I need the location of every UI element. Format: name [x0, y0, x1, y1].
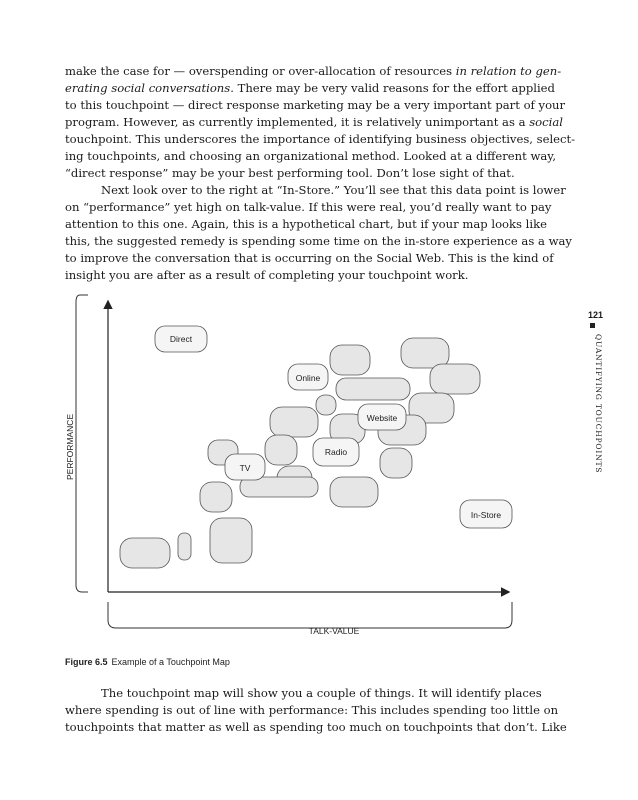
touchpoint-direct: [155, 326, 207, 352]
y-axis-frame: [76, 295, 88, 592]
chapter-title: QUANTIFYING TOUCHPOINTS: [594, 334, 603, 474]
text-line: on “performance” yet high on talk-value. If this were real, you’d really want to pay: [65, 200, 552, 214]
figure-caption: [65, 657, 230, 667]
text-line: to this touchpoint — direct response marketing may be a very important part of your: [65, 98, 566, 112]
svg-text:Website: Website: [366, 413, 398, 423]
text-line: Next look over to the right at “In-Store.” You’ll see that this data point is lower: [101, 183, 566, 197]
svg-text:In-Store: In-Store: [470, 510, 502, 520]
touchpoint-tv: [225, 454, 265, 480]
text-line: “direct response” may be your best performing tool. Don’t lose sight of that.: [65, 166, 515, 180]
blob: [330, 345, 370, 375]
paragraph-1: [65, 63, 576, 182]
blob: [316, 395, 336, 415]
blob: [178, 533, 191, 560]
blob: [270, 407, 318, 437]
svg-text:Direct: Direct: [169, 334, 193, 344]
blob: [120, 538, 170, 568]
touchpoint-map-figure: [60, 290, 520, 640]
svg-text:Radio: Radio: [324, 447, 348, 457]
square-bullet-icon: [590, 323, 595, 328]
y-axis-label: PERFORMANCE: [65, 413, 75, 480]
blob: [380, 448, 412, 478]
touchpoint-website: [358, 404, 406, 430]
blob: [210, 518, 252, 563]
text-line: to improve the conversation that is occurring on the Social Web. This is the kind of: [65, 251, 554, 265]
text-line: where spending is out of line with performance: This includes spending too little on: [65, 703, 559, 717]
blob: [430, 364, 480, 394]
x-axis-label: TALK-VALUE: [308, 626, 360, 636]
text-line: erating social conversations. There may be very valid reasons for the effort applied: [65, 81, 555, 95]
touchpoint-online: [288, 364, 328, 390]
text-line: insight you are after as a result of completing your touchpoint work.: [65, 268, 469, 282]
svg-text:Online: Online: [295, 373, 321, 383]
text-line: this, the suggested remedy is spending some time on the in-store experience as a way: [65, 234, 572, 248]
text-line: touchpoints that matter as well as spending too much on touchpoints that don’t. Like: [65, 720, 567, 734]
blob: [330, 477, 378, 507]
blob: [401, 338, 449, 368]
text-line: touchpoint. This underscores the importance of identifying business objectives, select-: [65, 132, 576, 146]
text-line: attention to this one. Again, this is a hypothetical chart, but if your map looks like: [65, 217, 547, 231]
text-line: The touchpoint map will show you a couple of things. It will identify places: [101, 686, 542, 700]
x-axis-frame: [108, 602, 512, 628]
text-line: program. However, as currently implemented, it is relatively unimportant as a social: [65, 115, 563, 129]
touchpoint-radio: [313, 438, 359, 466]
text-line: make the case for — overspending or over-allocation of resources in relation to gen-: [65, 64, 562, 78]
blob: [265, 435, 297, 465]
touchpoint-instore: [460, 500, 512, 528]
side-header: [588, 310, 603, 331]
caption-text: Example of a Touchpoint Map: [111, 657, 230, 667]
paragraph-3: [65, 685, 567, 736]
caption-number: Figure 6.5: [65, 657, 108, 667]
page-number: 121: [588, 310, 604, 320]
blob: [336, 378, 410, 400]
blob: [200, 482, 232, 512]
svg-text:TV: TV: [239, 463, 251, 473]
text-line: ing touchpoints, and choosing an organizational method. Looked at a different way,: [65, 149, 557, 163]
paragraph-2: [65, 182, 572, 284]
